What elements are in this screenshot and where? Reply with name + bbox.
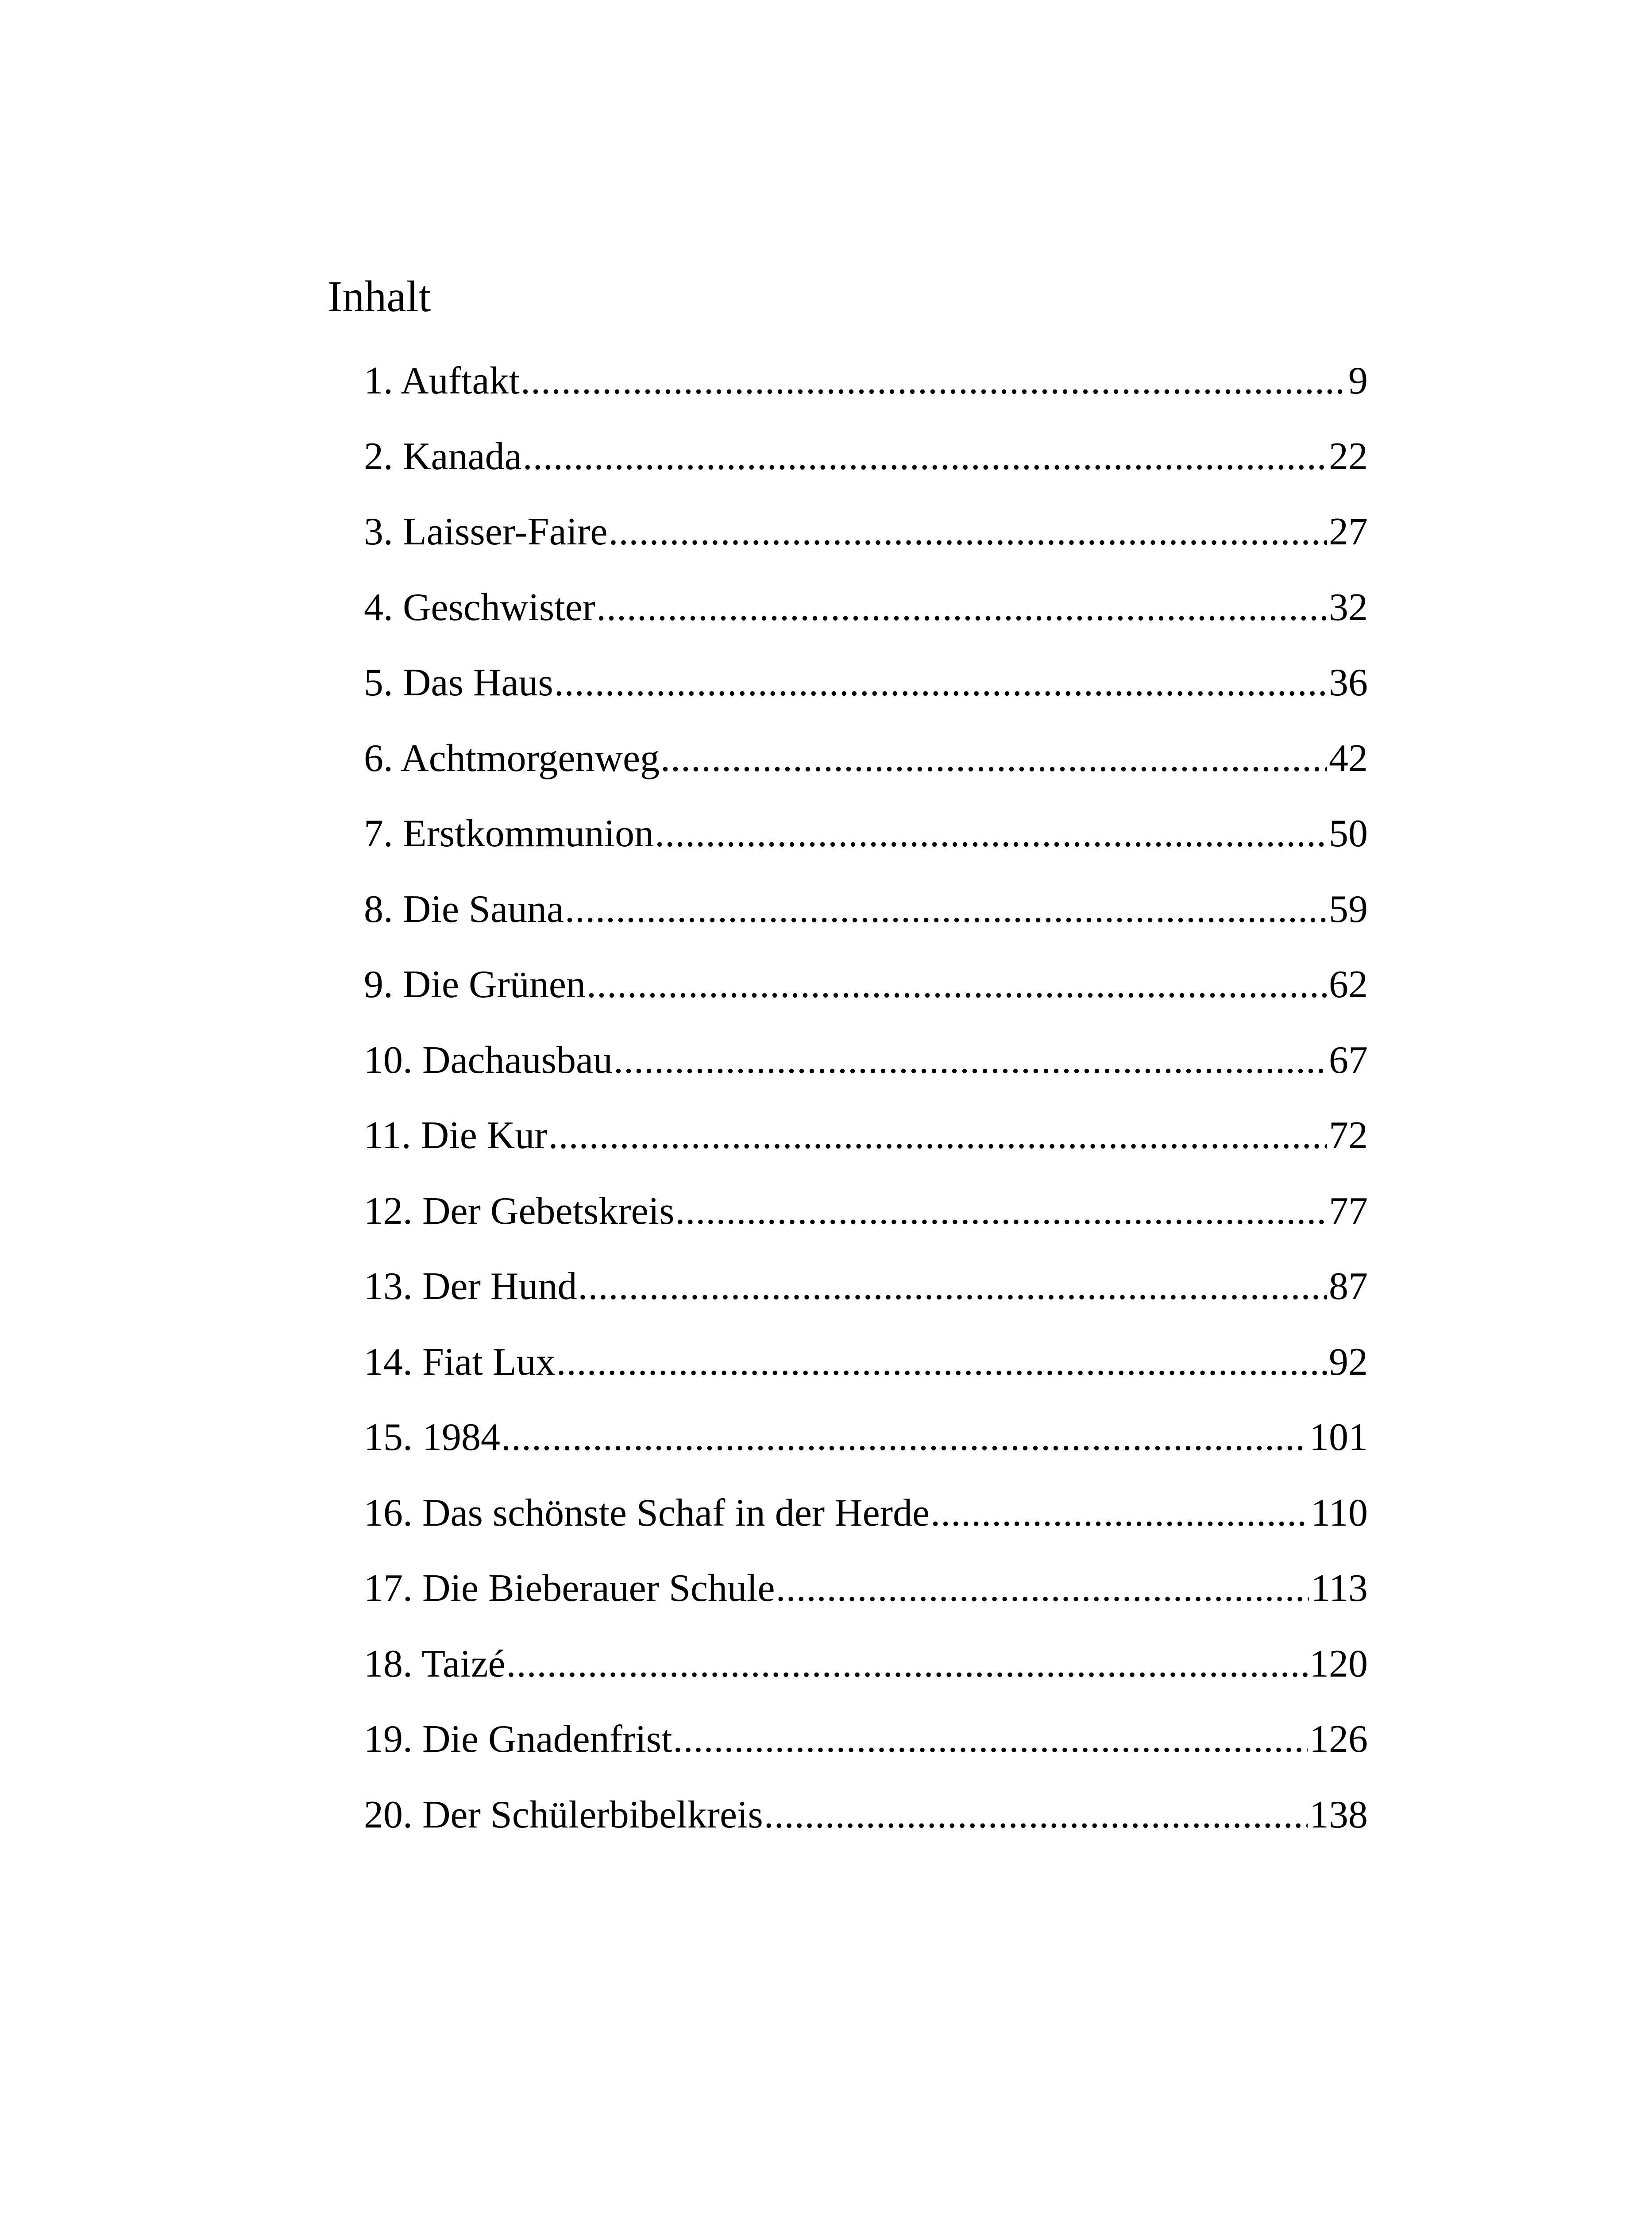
list-item: [364, 1338, 1368, 1414]
toc-page-number: 22: [1329, 435, 1368, 478]
toc-page-number: 77: [1329, 1189, 1368, 1233]
list-item: [364, 1640, 1368, 1716]
toc-entry-label: 7. Erstkommunion: [364, 812, 654, 855]
page-title: Inhalt: [328, 272, 431, 321]
list-item: [364, 1564, 1368, 1640]
dot-leader: [655, 810, 1327, 858]
toc-entry-label: 18. Taizé: [364, 1642, 506, 1685]
toc-page-number: 87: [1329, 1265, 1368, 1308]
dot-leader: [565, 885, 1327, 934]
list-item: [364, 583, 1368, 659]
toc-entry-label: 1. Auftakt: [364, 359, 520, 402]
toc-entry-label: 15. 1984: [364, 1416, 500, 1459]
toc-page-number: 67: [1329, 1038, 1368, 1082]
dot-leader: [521, 357, 1347, 405]
toc-entry-label: 4. Geschwister: [364, 586, 595, 629]
toc-page-number: 42: [1329, 736, 1368, 780]
toc-entry-label: 2. Kanada: [364, 435, 522, 478]
list-item: [364, 1111, 1368, 1187]
list-item: [364, 659, 1368, 734]
list-item: [364, 432, 1368, 508]
toc-entry-label: 12. Der Gebetskreis: [364, 1189, 675, 1233]
toc-page-number: 72: [1329, 1114, 1368, 1157]
dot-leader: [523, 432, 1327, 481]
dot-leader: [764, 1791, 1308, 1839]
dot-leader: [776, 1564, 1309, 1613]
dot-leader: [660, 734, 1327, 783]
table-of-contents: [364, 357, 1368, 1866]
list-item: [364, 1036, 1368, 1112]
dot-leader: [596, 583, 1327, 632]
toc-entry-label: 19. Die Gnadenfrist: [364, 1718, 672, 1761]
toc-page-number: 110: [1311, 1491, 1368, 1534]
list-item: [364, 734, 1368, 810]
dot-leader: [506, 1640, 1308, 1689]
list-item: [364, 1791, 1368, 1866]
list-item: [364, 508, 1368, 583]
toc-page-number: 36: [1329, 661, 1368, 704]
toc-entry-label: 20. Der Schülerbibelkreis: [364, 1793, 763, 1836]
list-item: [364, 1262, 1368, 1338]
toc-entry-label: 17. Die Bieberauer Schule: [364, 1567, 775, 1610]
toc-page-number: 9: [1348, 359, 1368, 402]
toc-entry-label: 14. Fiat Lux: [364, 1340, 556, 1384]
toc-page-number: 92: [1329, 1340, 1368, 1384]
toc-entry-label: 11. Die Kur: [364, 1114, 548, 1157]
dot-leader: [578, 1262, 1327, 1311]
toc-page-number: 138: [1309, 1793, 1368, 1836]
list-item: [364, 810, 1368, 885]
toc-entry-label: 13. Der Hund: [364, 1265, 577, 1308]
list-item: [364, 357, 1368, 432]
list-item: [364, 1715, 1368, 1791]
dot-leader: [930, 1489, 1309, 1538]
dot-leader: [608, 508, 1327, 556]
dot-leader: [554, 659, 1327, 707]
dot-leader: [614, 1036, 1327, 1085]
dot-leader: [548, 1111, 1327, 1160]
toc-entry-label: 9. Die Grünen: [364, 963, 586, 1006]
toc-page-number: 59: [1329, 887, 1368, 931]
toc-page-number: 113: [1311, 1567, 1368, 1610]
toc-page-number: 27: [1329, 510, 1368, 553]
dot-leader: [556, 1338, 1327, 1387]
list-item: [364, 885, 1368, 961]
toc-page-number: 32: [1329, 586, 1368, 629]
dot-leader: [673, 1715, 1308, 1764]
toc-page-number: 120: [1309, 1642, 1368, 1685]
list-item: [364, 1413, 1368, 1489]
toc-entry-label: 5. Das Haus: [364, 661, 553, 704]
toc-entry-label: 8. Die Sauna: [364, 887, 564, 931]
dot-leader: [587, 960, 1327, 1009]
toc-entry-label: 3. Laisser-Faire: [364, 510, 608, 553]
list-item: [364, 1187, 1368, 1263]
toc-page-number: 62: [1329, 963, 1368, 1006]
list-item: [364, 960, 1368, 1036]
list-item: [364, 1489, 1368, 1565]
dot-leader: [501, 1413, 1308, 1462]
toc-entry-label: 10. Dachausbau: [364, 1038, 613, 1082]
toc-entry-label: 16. Das schönste Schaf in der Herde: [364, 1491, 930, 1534]
dot-leader: [675, 1187, 1327, 1236]
toc-page-number: 101: [1309, 1416, 1368, 1459]
toc-page-number: 126: [1309, 1718, 1368, 1761]
toc-page-number: 50: [1329, 812, 1368, 855]
toc-entry-label: 6. Achtmorgenweg: [364, 736, 660, 780]
